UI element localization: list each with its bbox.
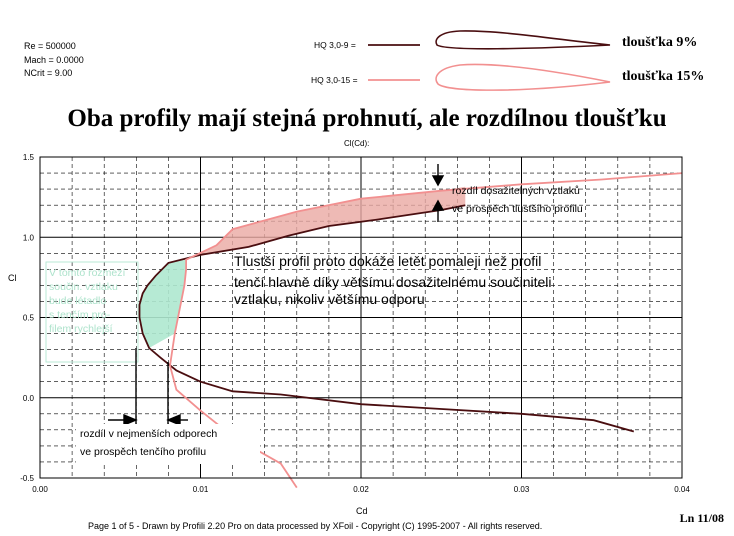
- drag-difference-line-2: ve prospěch tenčího profilu: [80, 446, 207, 458]
- lift-difference-note: [452, 185, 583, 215]
- ncrit-value: NCrit = 9.00: [24, 68, 73, 78]
- legend-thickness-thin: tloušťka 9%: [622, 35, 698, 50]
- y-tick-label: 1.0: [22, 233, 34, 243]
- x-tick-label: 0.03: [513, 485, 530, 494]
- main-note-line-3: vztlaku, nikoliv většímu odporu: [234, 291, 425, 307]
- y-axis-label: Cl: [8, 273, 17, 283]
- side-note-line-1: V tomto rozmezí: [49, 267, 126, 279]
- x-tick-label: 0.02: [353, 485, 369, 494]
- legend-label-thin: HQ 3,0-9 =: [314, 40, 356, 50]
- chart-title: Cl(Cd):: [344, 139, 370, 148]
- drag-difference-shading: [140, 260, 187, 348]
- legend-thickness-thick: tloušťka 15%: [622, 69, 705, 84]
- y-tick-label: -0.5: [20, 474, 34, 483]
- side-note-line-2: součin. vztlaku: [49, 281, 118, 293]
- side-note-text: [49, 267, 126, 335]
- x-tick-label: 0.01: [192, 485, 209, 494]
- x-tick-label: 0.04: [674, 485, 690, 494]
- lift-difference-shading: [168, 187, 465, 263]
- main-note: [234, 253, 552, 307]
- side-note-line-5: filem rychlejší: [49, 323, 113, 335]
- mach-number: Mach = 0.0000: [24, 54, 84, 65]
- side-note-line-4: s tenčím pro-: [49, 309, 111, 321]
- main-note-line-1: Tlustší profil proto dokáže letět pomaleji než profil: [234, 253, 542, 269]
- y-tick-label: 0.5: [22, 313, 34, 323]
- legend-label-thick: HQ 3,0-15 =: [311, 75, 358, 85]
- headline: Oba profily mají stejná prohnutí, ale rozdílnou tloušťku: [67, 105, 667, 132]
- x-tick-label: 0.00: [32, 485, 48, 494]
- side-note-line-3: bude létadlo: [49, 295, 107, 307]
- x-axis-label: Cd: [356, 506, 368, 516]
- lift-difference-line-2: ve prospěch tlustšího profilu: [452, 203, 583, 215]
- y-tick-label: 0.0: [22, 393, 34, 403]
- reynolds-number: Re = 500000: [24, 41, 76, 51]
- drag-difference-line-1: rozdíl v nejmenších odporech: [80, 428, 218, 440]
- main-note-line-2: tenčí hlavně díky většímu dosažitelnému součiniteli: [234, 274, 552, 290]
- y-tick-label: 1.5: [22, 153, 34, 162]
- page-id: Ln 11/08: [679, 511, 724, 525]
- lift-difference-line-1: rozdíl dosažitelných vztlaků: [452, 185, 580, 197]
- footer-text: Page 1 of 5 - Drawn by Profili 2.20 Pro on data processed by XFoil - Copyright (C) 1995-2007 - All rights reserved.: [88, 521, 543, 531]
